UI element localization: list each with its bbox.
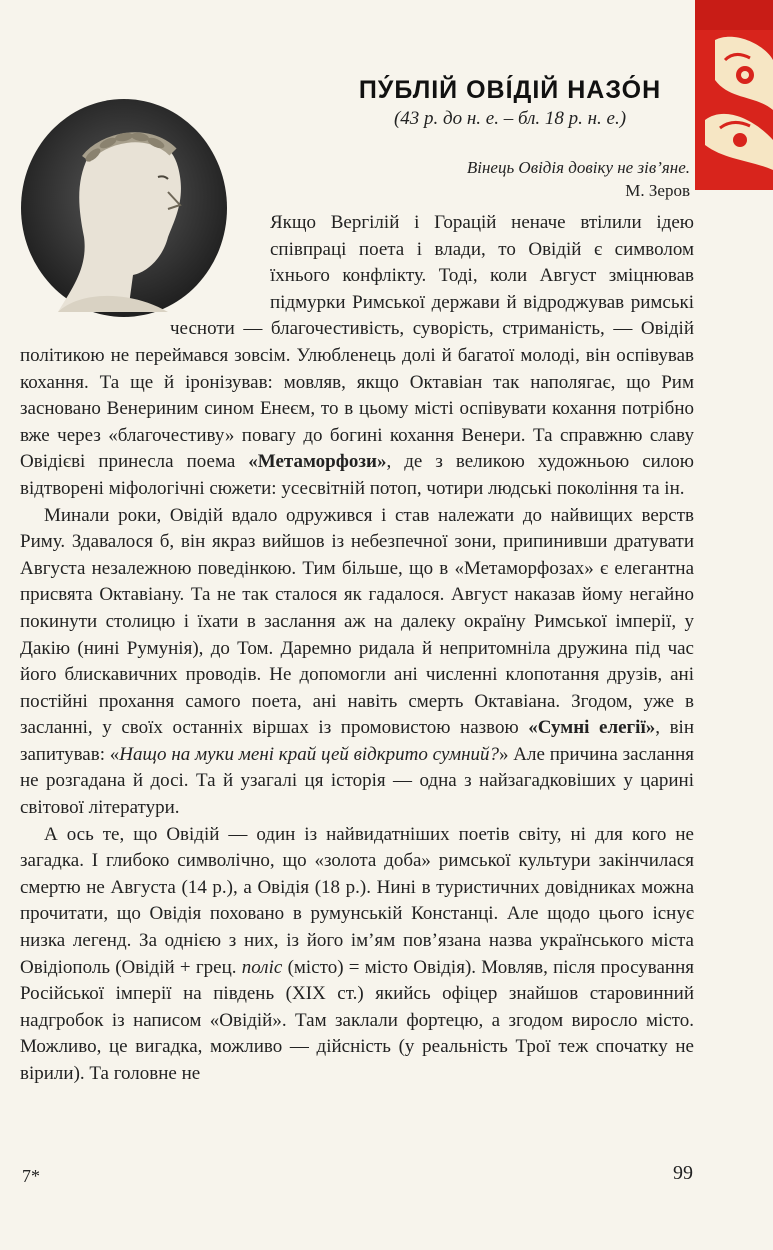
poem-title-metamorphoses: «Метаморфози» (248, 451, 387, 473)
paragraph-2-text: Минали роки, Овідій вдало одружився і став належати до найвищих верств Риму. Здавалося б, він якраз вийшов із небезпечної зони, припинивши дратувати Августа незалежною поведінкою. Тим більше, що в «Метаморфозах» є елегантна присвята Октавіану. Та не так сталося як гадалося. Август наказав йому негайно покинути столицю і їхати в заслання аж на далеку окраїну Римської імперії, у Дакію (нині Румунія), до Том. Даремно ридала й непритомніла дружина під час його блискавичних проводів. Не допомогли ані численні клопотання друзів, ані постійні прохання самого поета, ані навіть смерть Октавіана. Згодом, уже в засланні, у своїх останніх віршах із промовистою назвою (20, 504, 694, 739)
poem-title-tristia: «Сумні елегії» (528, 717, 656, 739)
paragraph-3-text: А ось те, що Овідій — один із найвидатніших поетів світу, ні для кого не загадка. І глибоко символічно, що «золота доба» римської культури закінчилася смертю не Августа (14 р.), а Овідія (18 р.). Нині в туристичних довідниках можна прочитати, що Овідія поховано в румунській Констанці. Але щодо цього існує низка легенд. За однією з них, із його ім’ям пов’язана назва українського міста Овідіополь (Овідій + грец. (20, 823, 694, 978)
epigraph-text: Вінець Овідія довіку не зів’яне. (466, 158, 690, 177)
paragraph-2-mid: , він запитував: « (20, 717, 695, 765)
paragraph-1-end: , де з великою художньою силою відтворені міфологічні сюжети: усесвітній потоп, чотири людські покоління та ін. (20, 451, 695, 499)
epigraph (360, 156, 690, 202)
page-number: 99 (673, 1162, 693, 1184)
portrait-space-lower (20, 316, 170, 342)
greek-word-polis: поліс (241, 956, 283, 978)
quote-italic: Нащо на муки мені край цей відкрито сумний? (119, 743, 499, 765)
signature-mark: 7* (22, 1166, 40, 1186)
page-title: ПУ́БЛІЙ ОВІ́ДІЙ НАЗО́Н (358, 76, 662, 104)
paragraph-3 (20, 822, 694, 1088)
paragraph-2-end: » Але причина заслання не розгадана й досі. Та й узагалі ця історія — одна з найзагадковіших у царині світової літератури. (20, 743, 694, 819)
paragraph-1-text: Якщо Вергілій і Горацій неначе втілили ідею співпраці поета і влади, то Овідій є символом їхнього конфлікту. Тоді, коли Август зміцнював підмурки Римської держави й відроджував римські чесноти — благочестивість, суворість, стриманість, — Овідій політикою не переймався зовсім. Улюбленець долі й багатої молоді, він оспівував кохання. Та ще й іронізував: мовляв, якщо Октавіан так наполягає, що Рим засновано Венериним сином Енеєм, то в цьому місті оспівувати кохання потрібно вже через «благочестиву» повагу до богині кохання Венери. Та справжню славу Овідієві принесла поема (20, 212, 694, 473)
paragraph-3-end: (місто) = місто Овідія). Мовляв, після просування Російської імперії на південь (XIX ст.) якийсь офіцер знайшов старовинний надгробок із написом «Овідій». Там заклали фортецю, а згодом виросло місто. Можливо, це вигадка, можливо — дійсність (у реальність Трої теж спочатку не вірили). Та головне не (20, 956, 695, 1084)
paragraph-2 (20, 503, 694, 822)
portrait-space (20, 210, 270, 316)
article-body (20, 210, 694, 1088)
life-dates: (43 р. до н. е. – бл. 18 р. н. е.) (393, 108, 627, 129)
epigraph-author: М. Зеров (625, 181, 690, 200)
